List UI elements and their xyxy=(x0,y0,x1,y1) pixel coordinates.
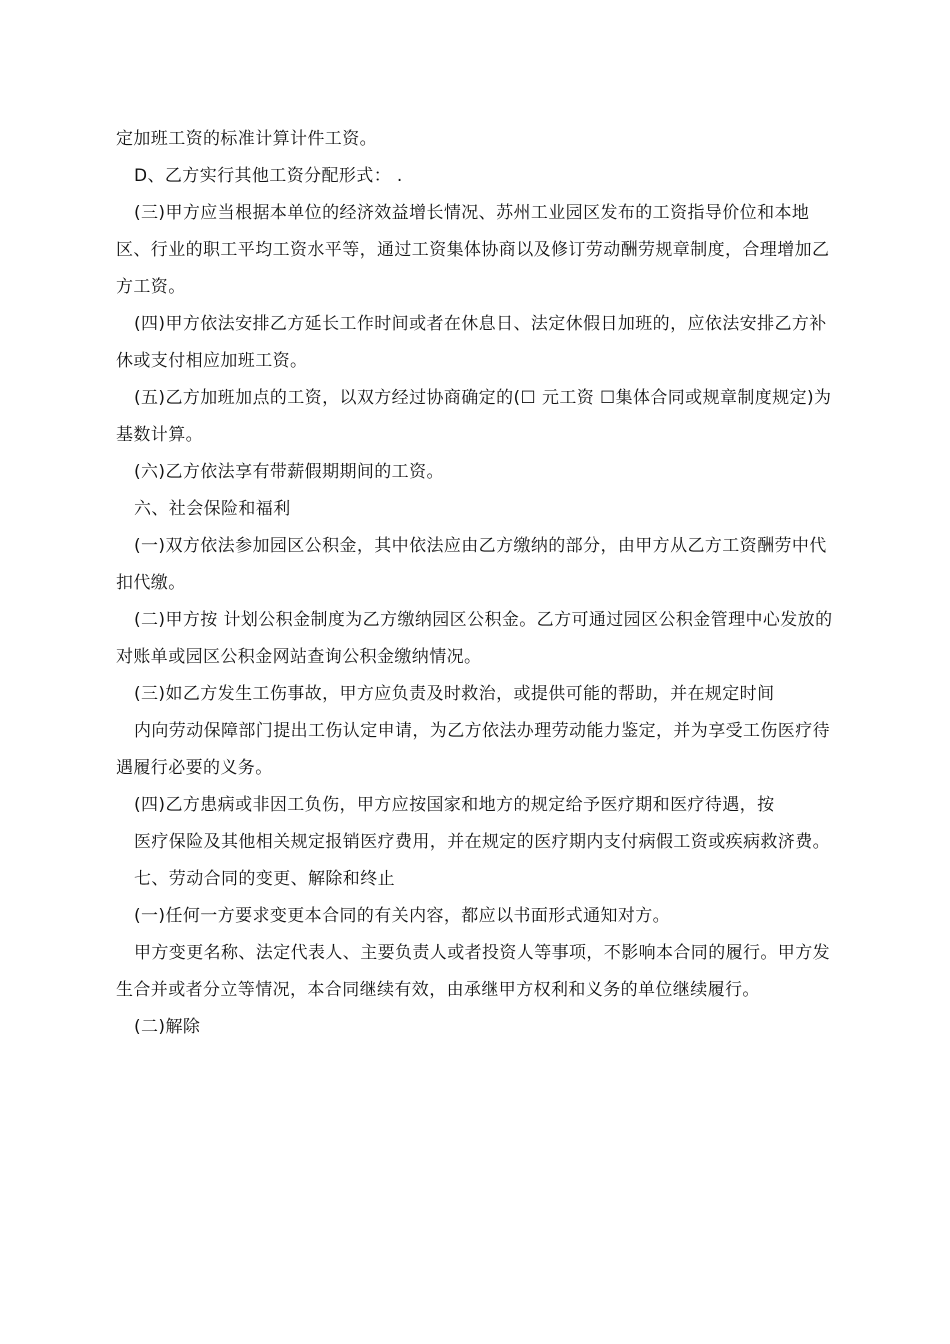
document-body xyxy=(116,121,841,1046)
paragraph-4: (四)甲方依法安排乙方延长工作时间或者在休息日、法定休假日加班的，应依法安排乙方补休或支付相应加班工资。 xyxy=(116,314,827,371)
paragraph-12: (四)乙方患病或非因工负伤，甲方应按国家和地方的规定给予医疗期和医疗待遇，按 xyxy=(134,795,775,815)
paragraph-10: (三)如乙方发生工伤事故，甲方应负责及时救治，或提供可能的帮助，并在规定时间 xyxy=(134,684,775,704)
paragraph-13: 医疗保险及其他相关规定报销医疗费用，并在规定的医疗期内支付病假工资或疾病救济费。 xyxy=(134,832,830,852)
paragraph-2: D、乙方实行其他工资分配形式： . xyxy=(134,166,403,186)
paragraph-3: (三)甲方应当根据本单位的经济效益增长情况、苏州工业园区发布的工资指导价位和本地区、行业的职工平均工资水平等，通过工资集体协商以及修订劳动酬劳规章制度，合理增加乙方工资。 xyxy=(116,203,830,297)
paragraph-17: (二)解除 xyxy=(134,1017,201,1037)
paragraph-5: (五)乙方加班加点的工资，以双方经过协商确定的(☐ 元工资 ☐集体合同或规章制度规定)为基数计算。 xyxy=(116,388,832,445)
paragraph-16: 甲方变更名称、法定代表人、主要负责人或者投资人等事项，不影响本合同的履行。甲方发生合并或者分立等情况，本合同继续有效，由承继甲方权利和义务的单位继续履行。 xyxy=(116,943,830,1000)
paragraph-9: (二)甲方按 计划公积金制度为乙方缴纳园区公积金。乙方可通过园区公积金管理中心发放的对账单或园区公积金网站查询公积金缴纳情况。 xyxy=(116,610,833,667)
paragraph-8: (一)双方依法参加园区公积金，其中依法应由乙方缴纳的部分，由甲方从乙方工资酬劳中代扣代缴。 xyxy=(116,536,827,593)
paragraph-6: (六)乙方依法享有带薪假期期间的工资。 xyxy=(134,462,444,482)
paragraph-1: 定加班工资的标准计算计件工资。 xyxy=(116,129,377,149)
section-heading-6: 六、社会保险和福利 xyxy=(134,499,291,519)
paragraph-11: 内向劳动保障部门提出工伤认定申请，为乙方依法办理劳动能力鉴定，并为享受工伤医疗待遇履行必要的义务。 xyxy=(116,721,830,778)
paragraph-15: (一)任何一方要求变更本合同的有关内容，都应以书面形式通知对方。 xyxy=(134,906,671,926)
section-heading-7: 七、劳动合同的变更、解除和终止 xyxy=(134,869,395,889)
